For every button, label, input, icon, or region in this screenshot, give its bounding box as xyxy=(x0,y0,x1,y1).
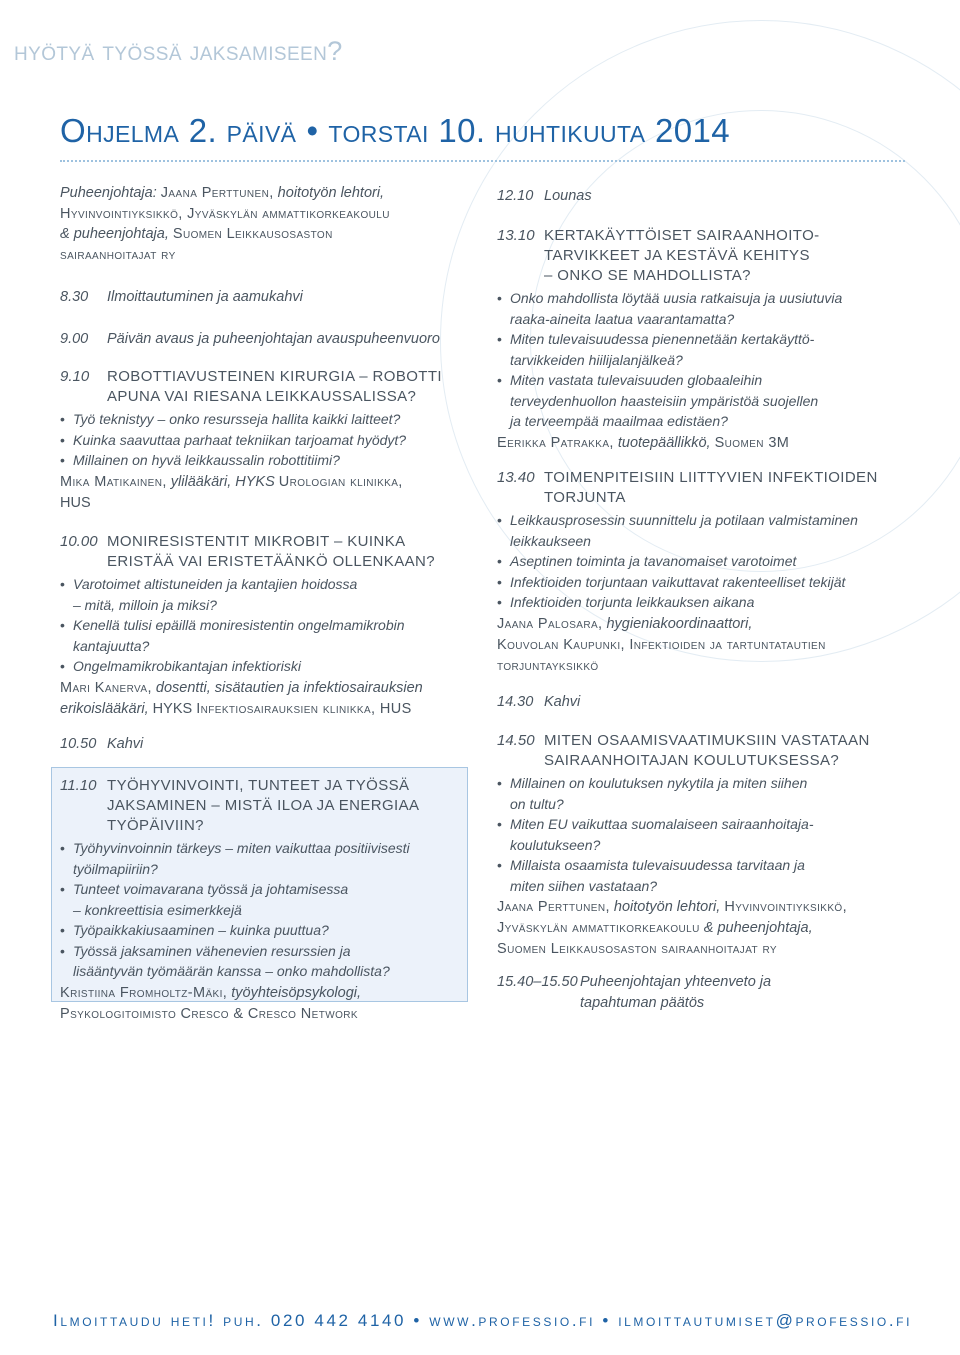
speaker xyxy=(60,983,460,1025)
time: 9.00 xyxy=(60,331,89,347)
line: Tunteet voimavarana työssä ja johtamisessa xyxy=(73,881,349,897)
speaker-role: hoitotyön lehtori, xyxy=(609,899,725,915)
title-line: TYÖPÄIVIIN? xyxy=(107,817,204,834)
line: lisääntyvän työmäärän kanssa – onko mahdollista? xyxy=(73,963,390,979)
speaker-org: HYKS xyxy=(152,700,197,717)
title-divider xyxy=(60,160,905,162)
line: miten siihen vastataan? xyxy=(510,877,658,894)
line: on tultu? xyxy=(510,795,564,812)
speaker xyxy=(497,614,917,677)
title-line: TORJUNTA xyxy=(544,489,626,506)
speaker-role: työyhteisöpsykologi, xyxy=(227,984,362,1001)
list-item xyxy=(60,838,460,879)
item-closing xyxy=(497,972,917,1014)
time: 10.50 xyxy=(60,736,97,752)
time: 15.40–15.50 xyxy=(497,974,578,990)
question-list xyxy=(60,574,480,677)
speaker-org: Infektiosairauksien klinikka, HUS xyxy=(196,700,412,717)
line: Leikkausprosessin suunnittelu ja potilaan valmistaminen xyxy=(510,512,858,528)
session-1110 xyxy=(60,776,460,1025)
line: Millainen on koulutuksen nykytila ja miten siihen xyxy=(510,775,808,791)
line: Infektioiden torjunta leikkauksen aikana xyxy=(510,594,755,610)
line: – mitä, milloin ja miksi? xyxy=(73,596,217,613)
item-text: Ilmoittautuminen ja aamukahvi xyxy=(107,289,303,305)
speaker-org: Urologian klinikka, xyxy=(278,473,403,490)
line: Miten vastata tulevaisuuden globaaleihin xyxy=(510,372,763,388)
speaker-org: Psykologitoimisto Cresco & Cresco Network xyxy=(60,1005,358,1022)
line: Työpaikkakiusaaminen – kuinka puuttua? xyxy=(73,922,329,938)
title-line: TYÖHYVINVOINTI, TUNTEET JA TYÖSSÄ xyxy=(107,777,410,794)
item-registration xyxy=(60,287,480,308)
line: Aseptinen toiminta ja tavanomaiset varotoimet xyxy=(510,553,797,569)
item-text xyxy=(580,972,771,1014)
list-item xyxy=(60,879,460,920)
footer-contact: Ilmoittaudu heti! puh. 020 442 4140 • www.professio.fi • ilmoittautumiset@professio.fi xyxy=(53,1311,913,1330)
session-title xyxy=(107,532,435,572)
speaker xyxy=(497,897,917,960)
speaker xyxy=(497,433,917,454)
speaker xyxy=(60,472,480,514)
time: 13.10 xyxy=(497,227,535,244)
time: 9.10 xyxy=(60,368,90,385)
list-item xyxy=(60,615,480,656)
speaker xyxy=(60,678,480,720)
speaker-org: torjuntayksikkö xyxy=(497,657,599,674)
line: Onko mahdollista löytää uusia ratkaisuja ja uusiutuvia xyxy=(510,290,843,306)
list-item xyxy=(60,920,460,941)
item-lunch xyxy=(497,186,917,207)
time: 11.10 xyxy=(60,777,97,794)
question-list xyxy=(60,838,460,982)
title-part-2: torstai 10. huhtikuuta 2014 xyxy=(328,112,731,149)
question-list xyxy=(60,409,480,471)
line: Miten EU vaikuttaa suomalaiseen sairaanhoitaja- xyxy=(510,816,814,832)
chair-org: Hyvinvointiyksikkö, Jyväskylän ammattikorkeakoulu xyxy=(60,205,390,222)
session-1450 xyxy=(497,731,917,960)
title-line: MITEN OSAAMISVAATIMUKSIIN VASTATAAN xyxy=(544,732,870,749)
time: 12.10 xyxy=(497,188,534,204)
line: raaka-aineita laatua vaarantamatta? xyxy=(510,310,735,327)
session-title xyxy=(544,468,878,508)
speaker-role: dosentti, sisätautien ja infektiosairauksien xyxy=(151,679,423,696)
list-item xyxy=(497,773,917,814)
title-line: MONIRESISTENTIT MIKROBIT – KUINKA xyxy=(107,533,406,550)
list-item xyxy=(60,574,480,615)
chair-org-2-cont: sairaanhoitajat ry xyxy=(60,246,176,263)
line: terveydenhuollon haasteisiin ympäristöä suojellen xyxy=(510,392,819,409)
supertitle: hyötyä työssä jaksamiseen? xyxy=(14,36,343,66)
list-item xyxy=(497,592,917,613)
list-item xyxy=(60,941,460,982)
line: Työssä jaksaminen vähenevien resurssien ja xyxy=(73,942,351,959)
list-item xyxy=(497,510,917,551)
speaker-role: hygieniakoordinaattori, xyxy=(602,615,753,632)
line: Varotoimet altistuneiden ja kantajien hoidossa xyxy=(73,576,358,592)
line: Miten tulevaisuudessa pienennetään kertakäyttö- xyxy=(510,331,815,347)
speaker-name: Mari Kanerva, xyxy=(60,679,152,696)
title-line: JAKSAMINEN – MISTÄ ILOA JA ENERGIAA xyxy=(107,797,420,814)
line: kantajuutta? xyxy=(73,637,150,654)
chair-org-2: Suomen Leikkausosaston xyxy=(172,226,333,242)
line: – konkreettisia esimerkkejä xyxy=(73,901,242,918)
list-item: • Millainen on hyvä leikkaussalin robottitiimi? xyxy=(60,450,480,471)
line: ja terveempää maailmaa edistäen? xyxy=(510,413,728,429)
speaker-role: & puheenjohtaja, xyxy=(699,920,813,936)
list-item: • Työ teknistyy – onko resursseja hallita kaikki laitteet? xyxy=(60,409,480,430)
line: Ongelmamikrobikantajan infektioriski xyxy=(73,658,301,674)
session-title xyxy=(544,731,870,771)
line: Millaista osaamista tulevaisuudessa tarvitaan ja xyxy=(510,857,805,873)
list-item xyxy=(497,814,917,855)
title-line: KERTAKÄYTTÖISET SAIRAANHOITO- xyxy=(544,227,820,244)
speaker-org: Jyväskylän ammattikorkeakoulu xyxy=(497,920,700,936)
speaker-org: Suomen Leikkausosaston sairaanhoitajat ry xyxy=(497,941,777,957)
chairperson-intro xyxy=(60,183,470,265)
speaker-name: Mika Matikainen, xyxy=(60,473,167,490)
title-line: APUNA VAI RIESANA LEIKKAUSSALISSA? xyxy=(107,388,417,405)
item-opening xyxy=(60,329,480,350)
time: 14.30 xyxy=(497,694,534,710)
speaker-role: ylilääkäri, HYKS xyxy=(166,473,279,490)
speaker-org: Kouvolan Kaupunki, Infektioiden ja tartuntatautien xyxy=(497,636,826,653)
session-title xyxy=(107,776,419,836)
line: koulutukseen? xyxy=(510,836,601,853)
title-part-1: Ohjelma 2. päivä xyxy=(60,112,297,149)
chair-role: hoitotyön lehtori, xyxy=(273,185,385,201)
speaker-name: Jaana Perttunen, xyxy=(497,899,610,915)
item-coffee-2 xyxy=(497,692,917,713)
list-item: • Kuinka saavuttaa parhaat tekniikan tarjoamat hyödyt? xyxy=(60,430,480,451)
title-separator: • xyxy=(306,112,319,149)
speaker-org: Suomen 3M xyxy=(714,434,790,451)
line: Työhyvinvoinnin tärkeys – miten vaikuttaa positiivisesti xyxy=(73,840,410,856)
item-text: Kahvi xyxy=(544,694,581,710)
list-item xyxy=(497,370,917,432)
line: tapahtuman päätös xyxy=(580,995,705,1011)
title-line: ROBOTTIAVUSTEINEN KIRURGIA – ROBOTTI xyxy=(107,368,442,385)
title-line: SAIRAANHOITAJAN KOULUTUKSESSA? xyxy=(544,752,840,769)
line: Infektioiden torjuntaan vaikuttavat rakenteelliset tekijät xyxy=(510,573,846,590)
speaker-role: erikoislääkäri, xyxy=(60,700,153,717)
chair-second-role: & puheenjohtaja, xyxy=(60,226,173,242)
line: Puheenjohtajan yhteenveto ja xyxy=(580,974,772,990)
title-line: TOIMENPITEISIIN LIITTYVIEN INFEKTIOIDEN xyxy=(544,469,878,486)
time: 13.40 xyxy=(497,469,535,486)
chair-name: Jaana Perttunen, xyxy=(160,185,274,201)
session-0910 xyxy=(60,367,480,514)
session-title xyxy=(544,226,820,286)
speaker-name: Kristiina Fromholtz-Mäki, xyxy=(60,984,228,1001)
session-title xyxy=(107,367,442,407)
list-item xyxy=(60,656,480,677)
line: leikkaukseen xyxy=(510,532,591,549)
list-item xyxy=(497,551,917,572)
item-text: Kahvi xyxy=(107,736,144,752)
item-coffee-1 xyxy=(60,734,480,755)
speaker-org: HUS xyxy=(60,494,91,511)
line: työilmapiiriin? xyxy=(73,860,158,877)
list-item xyxy=(497,329,917,370)
line: Kenellä tulisi epäillä moniresistentin ongelmamikrobin xyxy=(73,617,405,633)
intro-label: Puheenjohtaja: xyxy=(60,185,161,201)
page-title xyxy=(60,112,730,150)
question-list xyxy=(497,510,917,613)
question-list xyxy=(497,773,917,896)
line: tarvikkeiden hiilijalanjälkeä? xyxy=(510,351,683,368)
session-1310 xyxy=(497,226,917,454)
session-1000 xyxy=(60,532,480,720)
list-item xyxy=(497,855,917,896)
speaker-name: Jaana Palosara, xyxy=(497,615,603,632)
list-item xyxy=(497,288,917,329)
time: 8.30 xyxy=(60,289,89,305)
item-text: Lounas xyxy=(544,188,592,204)
speaker-role: tuotepäällikkö, xyxy=(613,434,715,451)
time: 14.50 xyxy=(497,732,535,749)
session-1340 xyxy=(497,468,917,677)
time: 10.00 xyxy=(60,533,98,550)
speaker-name: Eerikka Patrakka, xyxy=(497,434,614,451)
speaker-org: Hyvinvointiyksikkö, xyxy=(724,899,848,915)
question-list xyxy=(497,288,917,432)
list-item xyxy=(497,572,917,593)
title-line: – ONKO SE MAHDOLLISTA? xyxy=(544,267,751,284)
title-line: TARVIKKEET JA KESTÄVÄ KEHITYS xyxy=(544,247,810,264)
item-text: Päivän avaus ja puheenjohtajan avauspuheenvuoro xyxy=(107,331,440,347)
title-line: ERISTÄÄ VAI ERISTETÄÄNKÖ OLLENKAAN? xyxy=(107,553,435,570)
